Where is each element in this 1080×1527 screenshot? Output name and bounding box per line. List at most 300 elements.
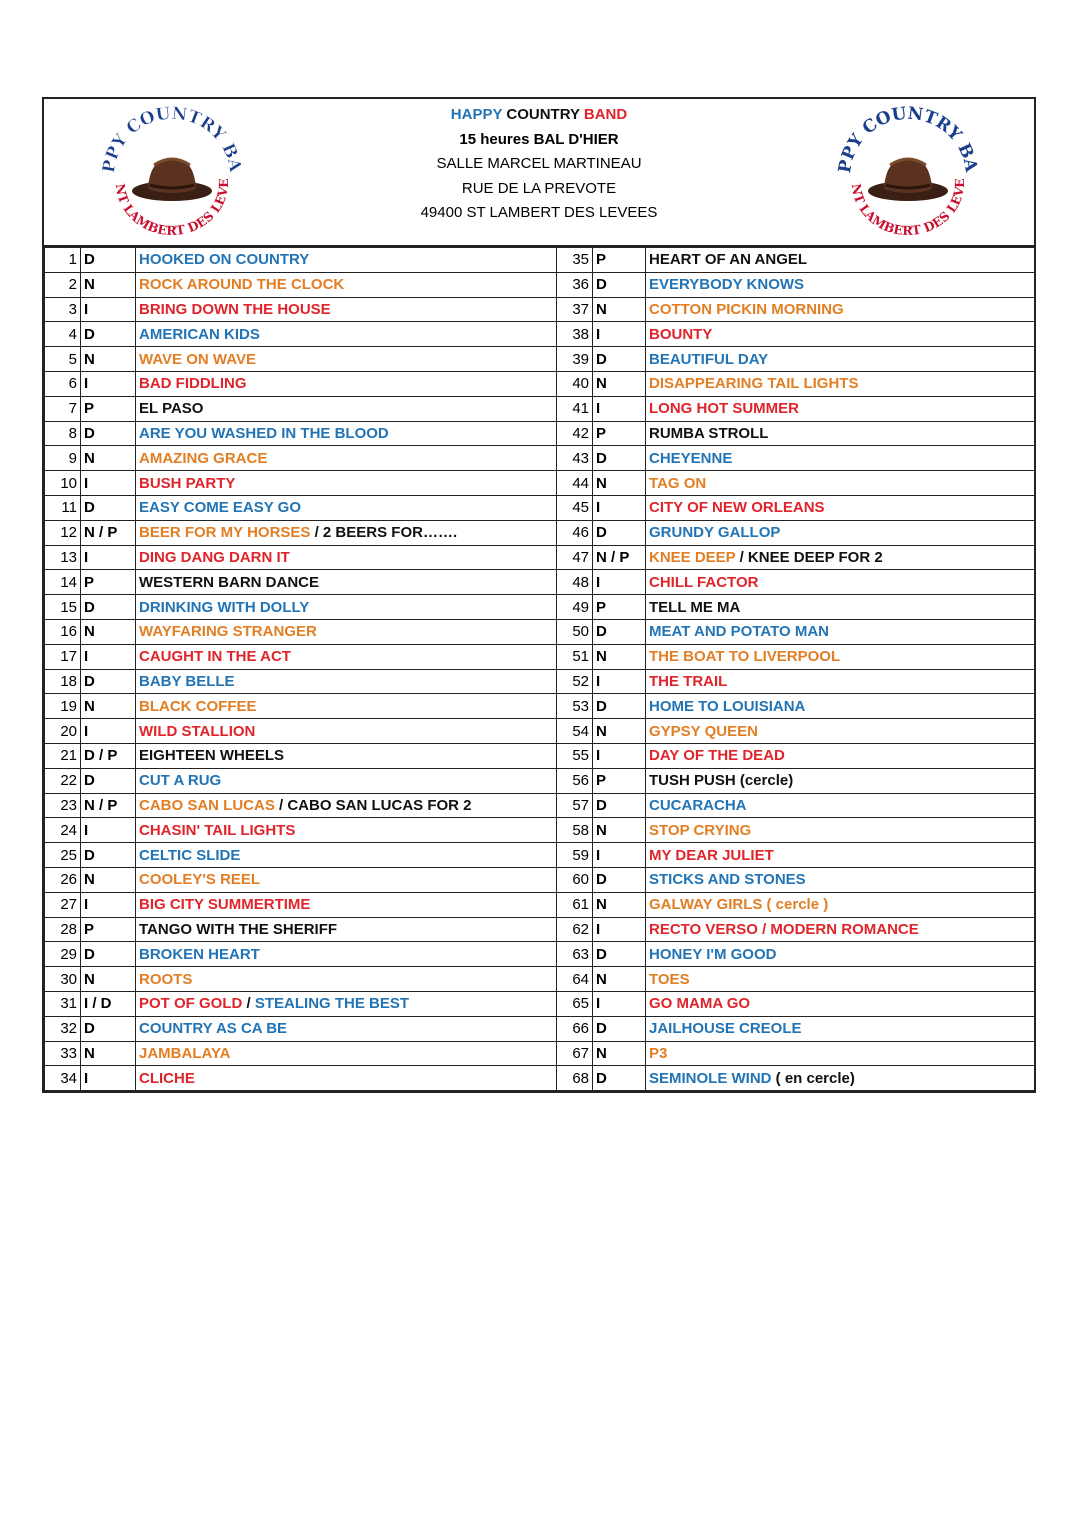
song-title: [646, 669, 1035, 694]
dance-type: I: [593, 669, 646, 694]
song-title: [136, 322, 557, 347]
song-number: 40: [557, 371, 593, 396]
dance-type: N: [81, 272, 136, 297]
song-title: [646, 768, 1035, 793]
song-title-part: TELL ME MA: [649, 598, 741, 616]
song-number: 67: [557, 1041, 593, 1066]
song-title: [136, 446, 557, 471]
dance-type: I: [81, 297, 136, 322]
dance-type: I: [81, 818, 136, 843]
song-title-part: / KNEE DEEP FOR 2: [735, 548, 883, 566]
dance-type: N: [593, 892, 646, 917]
table-row: [45, 1016, 1035, 1041]
song-title-part: GO MAMA GO: [649, 995, 751, 1013]
dance-type: D: [593, 1016, 646, 1041]
song-title: [136, 421, 557, 446]
song-title-part: MY DEAR JULIET: [649, 846, 774, 864]
table-row: [45, 793, 1035, 818]
dance-list-sheet: [42, 97, 1036, 1093]
dance-type: N: [81, 619, 136, 644]
dance-type: P: [81, 917, 136, 942]
dance-type: N / P: [593, 545, 646, 570]
song-number: 54: [557, 719, 593, 744]
dance-type: D: [593, 793, 646, 818]
song-number: 51: [557, 644, 593, 669]
song-title: [136, 371, 557, 396]
song-number: 49: [557, 595, 593, 620]
dance-type: D: [593, 347, 646, 372]
table-row: [45, 570, 1035, 595]
song-title-part: EASY COME EASY GO: [139, 499, 301, 517]
song-number: 24: [45, 818, 81, 843]
song-title-part: COTTON PICKIN MORNING: [649, 300, 844, 318]
song-number: 35: [557, 248, 593, 273]
song-title-part: CITY OF NEW ORLEANS: [649, 499, 825, 517]
song-title: [646, 545, 1035, 570]
song-title-part: LONG HOT SUMMER: [649, 400, 799, 418]
song-title: [136, 297, 557, 322]
table-row: [45, 867, 1035, 892]
song-title: [136, 892, 557, 917]
song-title: [646, 917, 1035, 942]
table-row: [45, 694, 1035, 719]
dance-type: I: [81, 371, 136, 396]
venue-name: SALLE MARCEL MARTINEAU: [436, 155, 642, 172]
table-row: [45, 1066, 1035, 1091]
dance-type: D / P: [81, 743, 136, 768]
table-row: [45, 644, 1035, 669]
song-table-body: [45, 248, 1035, 1091]
song-number: 58: [557, 818, 593, 843]
song-title: [646, 396, 1035, 421]
song-title-part: CAUGHT IN THE ACT: [139, 648, 291, 666]
song-title-part: GYPSY QUEEN: [649, 722, 758, 740]
song-title: [136, 917, 557, 942]
song-number: 63: [557, 942, 593, 967]
song-number: 28: [45, 917, 81, 942]
song-title-part: BUSH PARTY: [139, 474, 236, 492]
song-title-part: DAY OF THE DEAD: [649, 747, 785, 765]
song-number: 53: [557, 694, 593, 719]
dance-type: I: [593, 396, 646, 421]
table-row: [45, 322, 1035, 347]
song-title: [136, 942, 557, 967]
table-row: [45, 967, 1035, 992]
song-title-part: THE BOAT TO LIVERPOOL: [649, 648, 841, 666]
song-title-part: WILD STALLION: [139, 722, 256, 740]
dance-type: P: [593, 595, 646, 620]
band-logo-svg: [828, 105, 988, 241]
song-title: [646, 248, 1035, 273]
song-number: 11: [45, 495, 81, 520]
dance-type: D: [593, 520, 646, 545]
table-row: [45, 669, 1035, 694]
table-row: [45, 843, 1035, 868]
logo-top-text: PPY COUNTRY BA: [98, 105, 245, 175]
table-row: [45, 991, 1035, 1016]
dance-type: D: [593, 942, 646, 967]
song-title: [646, 1016, 1035, 1041]
song-number: 46: [557, 520, 593, 545]
song-title: [136, 545, 557, 570]
song-title-part: STICKS AND STONES: [649, 871, 806, 889]
song-number: 2: [45, 272, 81, 297]
song-title-part: STOP CRYING: [649, 821, 752, 839]
dance-type: D: [593, 272, 646, 297]
song-number: 34: [45, 1066, 81, 1091]
song-number: 64: [557, 967, 593, 992]
song-title: [136, 495, 557, 520]
song-title-part: BABY BELLE: [139, 672, 235, 690]
dance-type: N: [593, 297, 646, 322]
song-number: 21: [45, 743, 81, 768]
dance-type: P: [81, 396, 136, 421]
dance-type: D: [81, 595, 136, 620]
song-title-part: CHILL FACTOR: [649, 573, 759, 591]
table-row: [45, 297, 1035, 322]
song-title-part: BRING DOWN THE HOUSE: [139, 300, 331, 318]
song-title: [646, 421, 1035, 446]
song-number: 57: [557, 793, 593, 818]
dance-type: N: [593, 644, 646, 669]
dance-type: I: [593, 495, 646, 520]
event-header: [44, 99, 1034, 247]
song-title: [136, 619, 557, 644]
song-title-part: HOOKED ON COUNTRY: [139, 251, 310, 269]
song-number: 39: [557, 347, 593, 372]
dance-type: N: [593, 818, 646, 843]
song-number: 55: [557, 743, 593, 768]
song-title-part: BEER FOR MY HORSES: [139, 524, 311, 542]
song-number: 19: [45, 694, 81, 719]
song-title: [646, 743, 1035, 768]
table-row: [45, 768, 1035, 793]
song-title-part: DING DANG DARN IT: [139, 548, 290, 566]
song-number: 37: [557, 297, 593, 322]
song-title: [136, 644, 557, 669]
song-title: [136, 570, 557, 595]
song-title: [646, 347, 1035, 372]
song-number: 65: [557, 991, 593, 1016]
dance-type: N: [81, 347, 136, 372]
dance-type: P: [593, 421, 646, 446]
song-number: 10: [45, 471, 81, 496]
song-title: [646, 719, 1035, 744]
dance-type: N: [81, 446, 136, 471]
song-title: [646, 570, 1035, 595]
song-title: [136, 719, 557, 744]
song-title-part: HONEY I'M GOOD: [649, 945, 777, 963]
table-row: [45, 520, 1035, 545]
song-number: 60: [557, 867, 593, 892]
song-number: 14: [45, 570, 81, 595]
song-title-part: / CABO SAN LUCAS FOR 2: [274, 796, 472, 814]
song-title: [646, 892, 1035, 917]
song-title-part: JAILHOUSE CREOLE: [649, 1020, 802, 1038]
table-row: [45, 619, 1035, 644]
song-number: 32: [45, 1016, 81, 1041]
song-number: 62: [557, 917, 593, 942]
dance-type: P: [593, 768, 646, 793]
song-title: [136, 471, 557, 496]
song-title: [646, 595, 1035, 620]
song-title: [136, 991, 557, 1016]
dance-type: D: [81, 322, 136, 347]
dance-type: N: [593, 1041, 646, 1066]
song-title-part: CELTIC SLIDE: [139, 846, 241, 864]
song-title: [136, 793, 557, 818]
song-number: 18: [45, 669, 81, 694]
song-title-part: DRINKING WITH DOLLY: [139, 598, 310, 616]
song-title: [136, 1066, 557, 1091]
song-title: [136, 818, 557, 843]
table-row: [45, 545, 1035, 570]
song-title-part: COOLEY'S REEL: [139, 871, 261, 889]
song-title-part: EIGHTEEN WHEELS: [139, 747, 285, 765]
song-title-part: AMAZING GRACE: [139, 449, 268, 467]
song-title: [646, 694, 1035, 719]
table-row: [45, 743, 1035, 768]
song-number: 45: [557, 495, 593, 520]
song-title-part: TUSH PUSH (cercle): [649, 772, 794, 790]
song-title-part: BROKEN HEART: [139, 945, 260, 963]
song-title-part: CUCARACHA: [649, 796, 747, 814]
dance-type: D: [81, 248, 136, 273]
song-number: 27: [45, 892, 81, 917]
song-title-part: SEMINOLE WIND: [649, 1069, 772, 1087]
table-row: [45, 942, 1035, 967]
dance-type: N: [593, 967, 646, 992]
song-title: [136, 669, 557, 694]
dance-type: I: [81, 719, 136, 744]
song-title-part: ROOTS: [139, 970, 193, 988]
song-number: 8: [45, 421, 81, 446]
song-number: 52: [557, 669, 593, 694]
song-title: [136, 768, 557, 793]
table-row: [45, 371, 1035, 396]
song-number: 20: [45, 719, 81, 744]
song-title-part: JAMBALAYA: [139, 1044, 231, 1062]
song-title: [646, 322, 1035, 347]
song-number: 38: [557, 322, 593, 347]
song-title-part: AMERICAN KIDS: [139, 325, 260, 343]
song-number: 43: [557, 446, 593, 471]
dance-type: I: [81, 545, 136, 570]
song-title-part: KNEE DEEP: [649, 548, 736, 566]
song-title-part: GALWAY GIRLS ( cercle ): [649, 896, 829, 914]
dance-type: I: [593, 991, 646, 1016]
dance-type: D: [593, 446, 646, 471]
dance-type: D: [81, 843, 136, 868]
song-title-part: ROCK AROUND THE CLOCK: [139, 276, 345, 294]
song-number: 23: [45, 793, 81, 818]
dance-type: N / P: [81, 793, 136, 818]
logo-bottom-text: NT LAMBERT DES LEVE: [112, 178, 232, 239]
song-title-part: BOUNTY: [649, 325, 713, 343]
dance-type: D: [593, 867, 646, 892]
song-title: [646, 818, 1035, 843]
song-title-part: HEART OF AN ANGEL: [649, 251, 808, 269]
song-number: 9: [45, 446, 81, 471]
dance-type: I: [593, 843, 646, 868]
table-row: [45, 719, 1035, 744]
song-title: [646, 495, 1035, 520]
song-title-part: BEAUTIFUL DAY: [649, 350, 769, 368]
song-number: 48: [557, 570, 593, 595]
song-number: 61: [557, 892, 593, 917]
dance-type: D: [81, 669, 136, 694]
song-title: [646, 942, 1035, 967]
dance-type: N: [593, 471, 646, 496]
song-number: 36: [557, 272, 593, 297]
song-title: [646, 272, 1035, 297]
song-title-part: EVERYBODY KNOWS: [649, 276, 805, 294]
dance-type: N: [81, 694, 136, 719]
band-logo-right: [828, 105, 988, 241]
song-title: [646, 371, 1035, 396]
song-title-part: COUNTRY AS CA BE: [139, 1020, 288, 1038]
song-number: 26: [45, 867, 81, 892]
dance-type: D: [593, 694, 646, 719]
table-row: [45, 446, 1035, 471]
title-part-happy: HAPPY: [450, 106, 503, 123]
table-row: [45, 495, 1035, 520]
song-title: [136, 396, 557, 421]
song-title-part: DISAPPEARING TAIL LIGHTS: [649, 375, 859, 393]
dance-type: D: [81, 768, 136, 793]
song-title: [646, 644, 1035, 669]
song-title: [136, 595, 557, 620]
song-number: 16: [45, 619, 81, 644]
dance-type: N: [81, 867, 136, 892]
dance-type: D: [593, 619, 646, 644]
dance-type: N: [81, 1041, 136, 1066]
table-row: [45, 272, 1035, 297]
song-number: 59: [557, 843, 593, 868]
song-title-part: ( en cercle): [771, 1069, 855, 1087]
song-title-part: CLICHE: [139, 1069, 195, 1087]
song-title: [136, 843, 557, 868]
song-number: 15: [45, 595, 81, 620]
dance-type: I: [593, 570, 646, 595]
song-title: [646, 793, 1035, 818]
table-row: [45, 595, 1035, 620]
song-title-part: THE TRAIL: [649, 672, 728, 690]
song-title: [136, 743, 557, 768]
song-number: 6: [45, 371, 81, 396]
song-title: [646, 991, 1035, 1016]
song-number: 12: [45, 520, 81, 545]
song-number: 22: [45, 768, 81, 793]
song-number: 66: [557, 1016, 593, 1041]
song-title-part: WAVE ON WAVE: [139, 350, 256, 368]
song-title-part: TANGO WITH THE SHERIFF: [139, 920, 338, 938]
song-title-part: WAYFARING STRANGER: [139, 623, 317, 641]
song-number: 25: [45, 843, 81, 868]
song-number: 44: [557, 471, 593, 496]
table-row: [45, 396, 1035, 421]
song-title-part: MEAT AND POTATO MAN: [649, 623, 829, 641]
song-title-part: /: [242, 995, 255, 1013]
dance-type: N: [593, 719, 646, 744]
dance-type: N: [593, 371, 646, 396]
song-title: [646, 843, 1035, 868]
song-title: [646, 297, 1035, 322]
song-title: [136, 248, 557, 273]
song-title-part: / 2 BEERS FOR…….: [310, 524, 458, 542]
song-title: [136, 1041, 557, 1066]
song-title-part: RUMBA STROLL: [649, 424, 769, 442]
song-title-part: RECTO VERSO / MODERN ROMANCE: [649, 920, 919, 938]
table-row: [45, 248, 1035, 273]
song-number: 68: [557, 1066, 593, 1091]
song-title: [136, 967, 557, 992]
song-title: [646, 471, 1035, 496]
dance-type: N / P: [81, 520, 136, 545]
song-title: [646, 1041, 1035, 1066]
dance-type: I: [81, 471, 136, 496]
title-part-country: COUNTRY: [502, 106, 580, 123]
song-title-part: TOES: [649, 970, 690, 988]
dance-type: I: [81, 892, 136, 917]
song-title: [136, 520, 557, 545]
song-title: [136, 347, 557, 372]
song-title: [136, 694, 557, 719]
song-title-part: BAD FIDDLING: [139, 375, 247, 393]
song-number: 13: [45, 545, 81, 570]
song-number: 4: [45, 322, 81, 347]
event-time: 15 heures BAL D'HIER: [459, 130, 619, 148]
song-table: [44, 247, 1035, 1091]
song-title-part: WESTERN BARN DANCE: [139, 573, 319, 591]
song-number: 30: [45, 967, 81, 992]
dance-type: I: [593, 917, 646, 942]
song-number: 33: [45, 1041, 81, 1066]
title-part-band: BAND: [579, 106, 628, 123]
dance-type: D: [81, 495, 136, 520]
logo-bottom-text: NT LAMBERT DES LEVE: [848, 178, 968, 239]
song-title-part: GRUNDY GALLOP: [649, 524, 781, 542]
table-row: [45, 917, 1035, 942]
dance-type: D: [81, 421, 136, 446]
dance-type: I: [593, 322, 646, 347]
venue-street: RUE DE LA PREVOTE: [461, 179, 617, 197]
dance-type: I / D: [81, 991, 136, 1016]
song-number: 3: [45, 297, 81, 322]
table-row: [45, 421, 1035, 446]
song-title-part: CHEYENNE: [649, 449, 733, 467]
song-title: [646, 967, 1035, 992]
venue-city: 49400 ST LAMBERT DES LEVEES: [420, 204, 658, 221]
dance-type: I: [593, 743, 646, 768]
cowboy-hat-icon: [868, 159, 948, 201]
song-number: 50: [557, 619, 593, 644]
dance-type: P: [593, 248, 646, 273]
song-title-part: EL PASO: [139, 400, 204, 418]
logo-top-text: PPY COUNTRY BA: [834, 105, 981, 175]
dance-type: I: [81, 644, 136, 669]
dance-type: D: [81, 942, 136, 967]
song-title-part: CUT A RUG: [139, 772, 222, 790]
song-title-part: CHASIN' TAIL LIGHTS: [139, 821, 296, 839]
song-number: 31: [45, 991, 81, 1016]
song-title-part: BIG CITY SUMMERTIME: [139, 896, 311, 914]
song-title-part: POT OF GOLD: [139, 995, 243, 1013]
song-number: 56: [557, 768, 593, 793]
song-title-part: HOME TO LOUISIANA: [649, 697, 806, 715]
song-title-part: TAG ON: [649, 474, 707, 492]
table-row: [45, 471, 1035, 496]
